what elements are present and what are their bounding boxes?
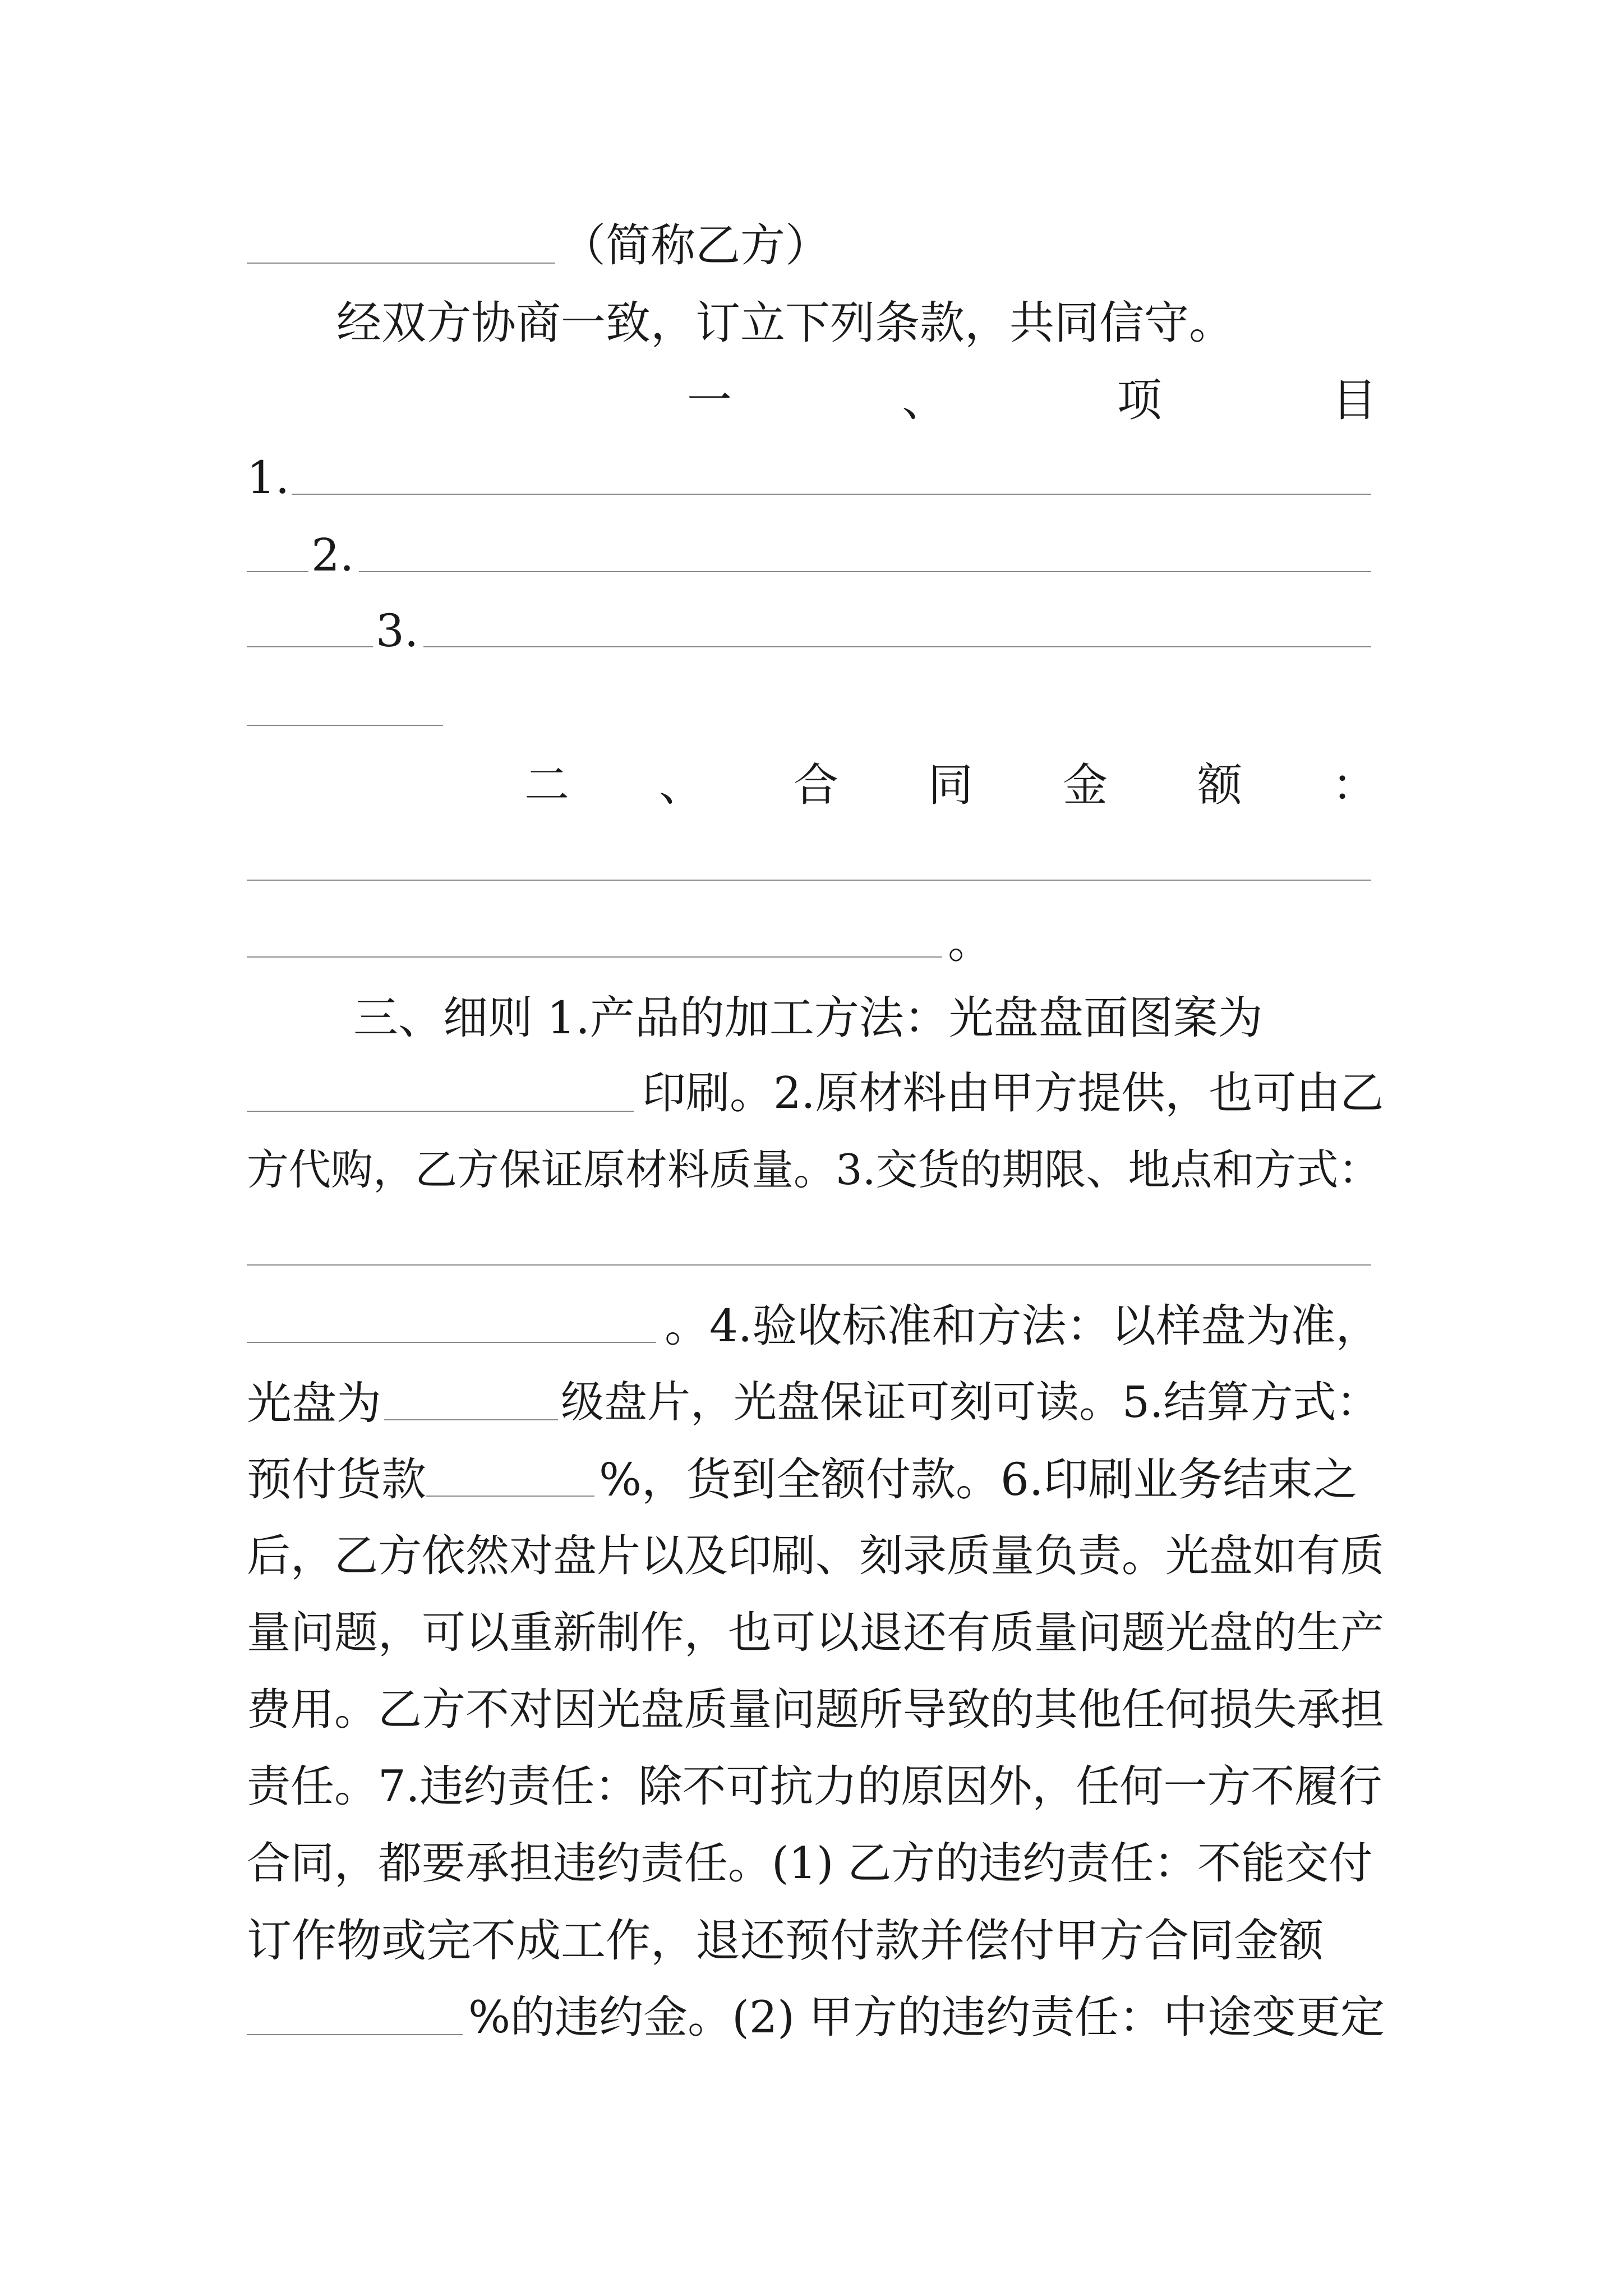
section-2-char-3: 合 bbox=[794, 759, 838, 811]
section-2-heading bbox=[524, 759, 1377, 811]
para-line-07: 后，乙方依然对盘片以及印刷、刻录质量负责。光盘如有质 bbox=[247, 1531, 1385, 1581]
amount-period: 。 bbox=[948, 916, 993, 968]
para-line-09: 费用。乙方不对因光盘质量问题所导致的其他任何损失承担 bbox=[247, 1685, 1385, 1735]
para-line-01: 三、细则 1.产品的加工方法：光盘盘面图案为 bbox=[353, 992, 1263, 1044]
delivery-blank-line-1[interactable] bbox=[247, 1264, 1371, 1266]
print-method-blank[interactable] bbox=[247, 1111, 634, 1112]
section-1-char-4: 目 bbox=[1331, 374, 1377, 426]
para-line-10: 责任。7.违约责任：除不可抗力的原因外，任何一方不履行 bbox=[247, 1761, 1382, 1812]
item-3-continuation-blank[interactable] bbox=[247, 725, 443, 726]
item-1-blank[interactable] bbox=[292, 494, 1371, 495]
disc-grade-blank[interactable] bbox=[384, 1419, 558, 1420]
party-b-blank[interactable] bbox=[247, 263, 555, 264]
para-line-05-end: 级盘片，光盘保证可刻可读。5.结算方式： bbox=[561, 1378, 1380, 1428]
section-1-heading bbox=[687, 374, 1377, 426]
item-3-blank[interactable] bbox=[423, 646, 1371, 647]
para-line-06-start: 预付货款 bbox=[247, 1453, 426, 1506]
delivery-blank-line-2[interactable] bbox=[247, 1342, 656, 1343]
section-2-char-7: ： bbox=[1332, 759, 1377, 811]
item-2-number: 2. bbox=[311, 529, 354, 581]
para-line-08: 量问题，可以重新制作，也可以退还有质量问题光盘的生产 bbox=[247, 1608, 1385, 1658]
section-2-char-5: 金 bbox=[1063, 759, 1108, 811]
amount-blank-line-1[interactable] bbox=[247, 880, 1371, 881]
section-1-char-3: 项 bbox=[1117, 374, 1162, 426]
para-line-04: 。4.验收标准和方法：以样盘为准， bbox=[665, 1300, 1381, 1352]
section-1-char-2: 、 bbox=[902, 374, 947, 426]
para-line-05-start: 光盘为 bbox=[247, 1377, 381, 1429]
item-2-blank[interactable] bbox=[359, 571, 1371, 572]
para-line-12: 订作物或完不成工作，退还预付款并偿付甲方合同金额 bbox=[247, 1915, 1324, 1967]
section-2-char-6: 额 bbox=[1197, 759, 1242, 811]
item-3-lead-blank[interactable] bbox=[247, 646, 373, 647]
section-2-char-2: 、 bbox=[659, 759, 704, 811]
item-2-lead-blank[interactable] bbox=[247, 571, 308, 572]
para-line-03: 方代购，乙方保证原材料质量。3.交货的期限、地点和方式： bbox=[247, 1145, 1381, 1194]
item-3-number: 3. bbox=[376, 605, 419, 657]
para-line-13: %的违约金。(2) 甲方的违约责任：中途变更定 bbox=[468, 1991, 1385, 2043]
prepayment-percent-blank[interactable] bbox=[426, 1496, 594, 1497]
amount-blank-line-2[interactable] bbox=[247, 956, 942, 958]
section-2-char-4: 同 bbox=[928, 759, 973, 811]
agreement-sentence: 经双方协商一致，订立下列条款，共同信守。 bbox=[336, 297, 1234, 349]
section-1-char-1: 一 bbox=[687, 374, 732, 426]
section-2-char-1: 二 bbox=[524, 759, 569, 811]
item-1-number: 1. bbox=[247, 452, 290, 504]
para-line-02: 印刷。2.原材料由甲方提供，也可由乙 bbox=[642, 1068, 1384, 1119]
para-line-06-end: %，货到全额付款。6.印刷业务结束之 bbox=[599, 1453, 1358, 1506]
para-line-11: 合同，都要承担违约责任。(1) 乙方的违约责任：不能交付 bbox=[247, 1838, 1373, 1889]
party-b-label: （简称乙方） bbox=[561, 219, 830, 272]
penalty-percent-blank[interactable] bbox=[247, 2034, 463, 2035]
